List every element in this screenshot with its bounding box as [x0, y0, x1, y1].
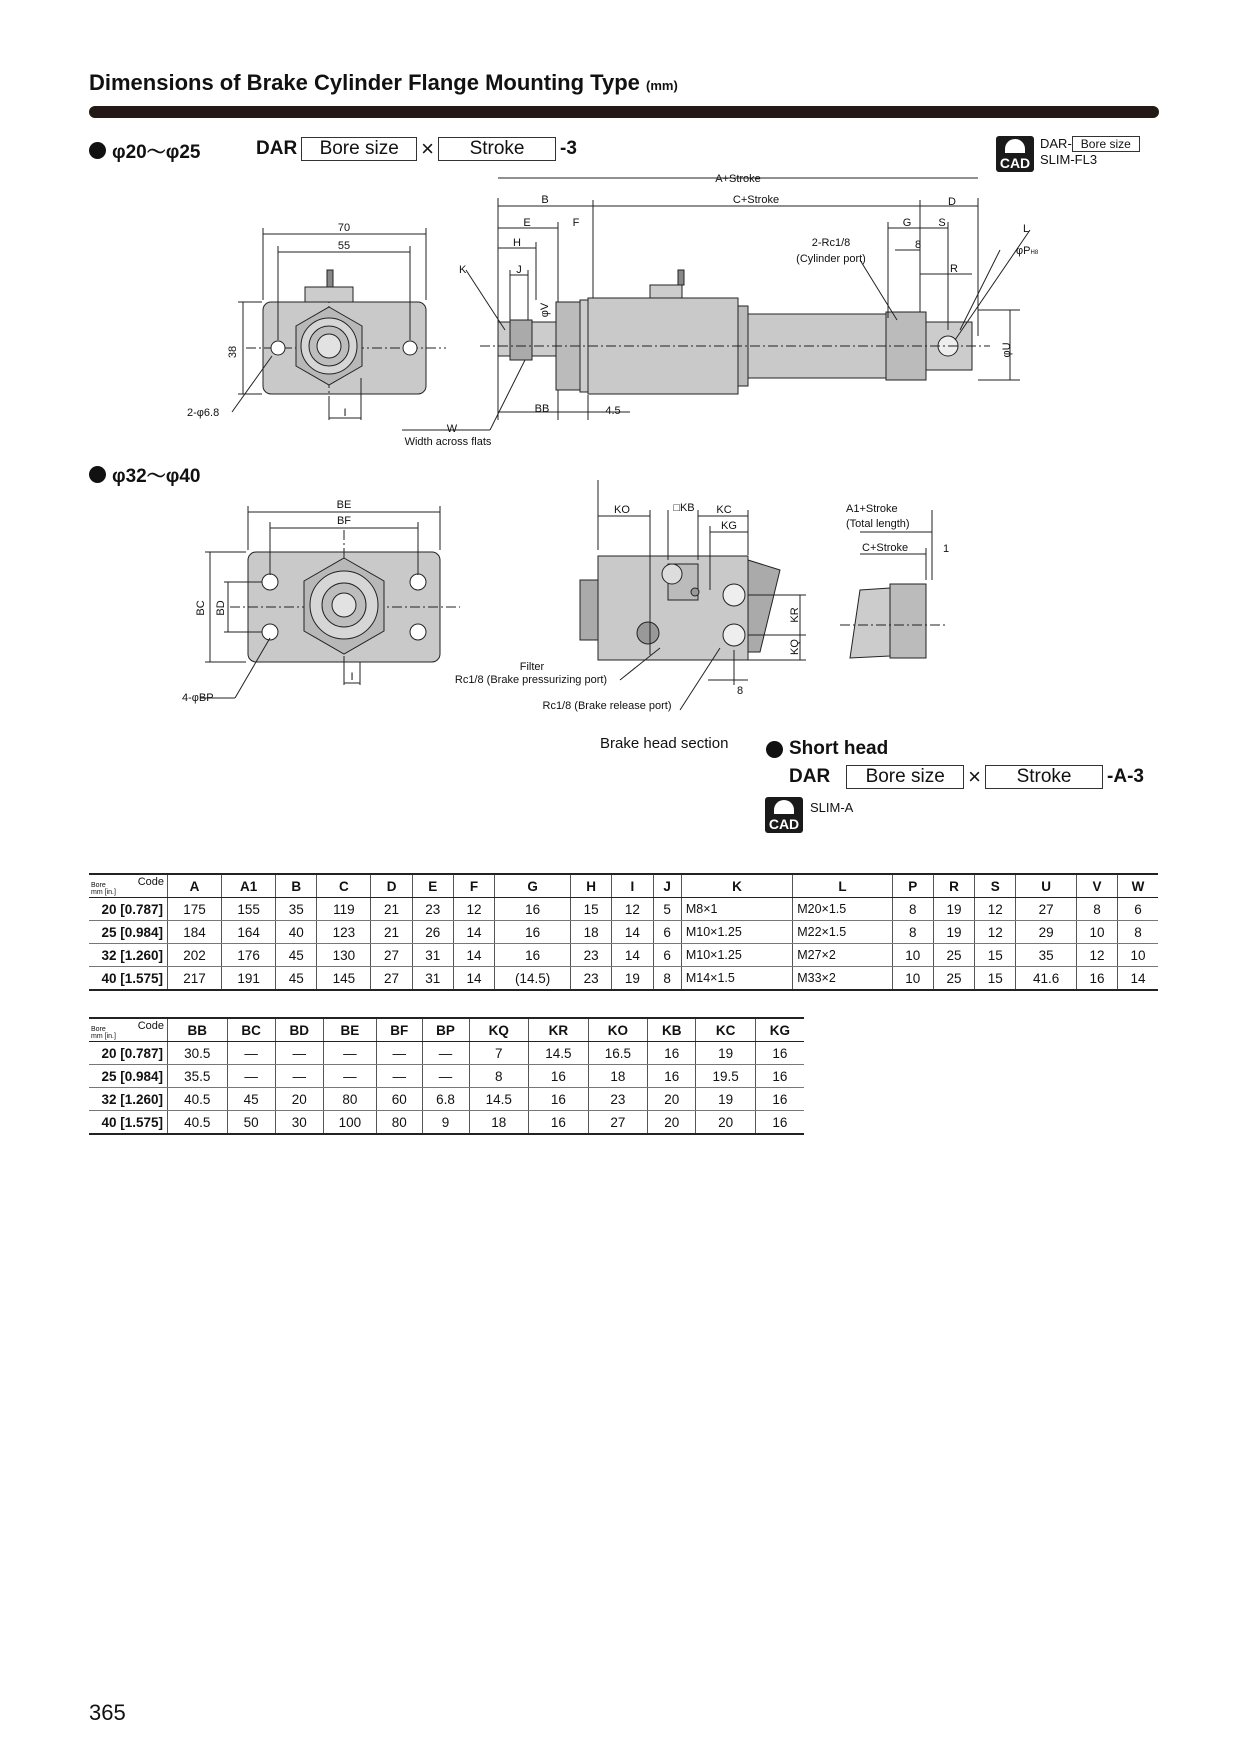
table-cell: 6 — [653, 944, 681, 967]
dim-70: 70 — [337, 222, 351, 234]
dim-s: S — [938, 217, 946, 229]
table-cell: M22×1.5 — [793, 921, 892, 944]
dim-1: 1 — [943, 543, 950, 555]
table-cell: 19 — [696, 1088, 756, 1111]
w-note: Width across flats — [404, 436, 492, 448]
table-cell: 45 — [276, 967, 317, 991]
table-cell: 14 — [612, 921, 653, 944]
table-cell: — — [422, 1065, 469, 1088]
table-cell: 12 — [975, 921, 1016, 944]
row-bore-label: 40 [1.575] — [89, 967, 168, 991]
column-header-a: A — [168, 874, 222, 898]
column-header-h: H — [571, 874, 612, 898]
column-header-be: BE — [323, 1018, 376, 1042]
brake-release-label: Rc1/8 (Brake release port) — [542, 700, 672, 712]
table-cell: 40.5 — [168, 1111, 228, 1135]
table-row — [89, 1065, 804, 1088]
table-row — [89, 921, 1158, 944]
table-row — [89, 967, 1158, 991]
dim-a1: A1+Stroke — [846, 503, 898, 515]
dim-i: I — [343, 407, 347, 419]
table-cell: 6.8 — [422, 1088, 469, 1111]
table-cell: 164 — [222, 921, 276, 944]
table-cell: 35 — [1016, 944, 1077, 967]
column-header-bc: BC — [227, 1018, 275, 1042]
dim-bc: BC — [195, 600, 207, 616]
table-cell: 12 — [453, 898, 494, 921]
table-cell: 30 — [275, 1111, 323, 1135]
table-cell: 16 — [755, 1042, 804, 1065]
column-header-kq: KQ — [469, 1018, 529, 1042]
table-cell: 40.5 — [168, 1088, 228, 1111]
dim-kr: KR — [789, 607, 801, 623]
table-cell: 155 — [222, 898, 276, 921]
table-cell: 15 — [975, 967, 1016, 991]
table-cell: 18 — [469, 1111, 529, 1135]
dimension-table-1 — [89, 873, 1158, 991]
table-cell: 80 — [377, 1111, 423, 1135]
table-cell: — — [227, 1065, 275, 1088]
column-header-k: K — [681, 874, 792, 898]
diagram-20-25 — [0, 0, 1240, 470]
table-corner: Code Bore mm [in.] — [89, 874, 168, 898]
dim-u: φU — [1001, 342, 1013, 358]
dim-b: B — [541, 194, 549, 206]
table-cell: 16 — [1076, 967, 1117, 991]
table-cell: 191 — [222, 967, 276, 991]
table-cell: M33×2 — [793, 967, 892, 991]
brake-press-label: Rc1/8 (Brake pressurizing port) — [454, 674, 608, 686]
table-cell: 27 — [1016, 898, 1077, 921]
column-header-v: V — [1076, 874, 1117, 898]
table-cell: 16 — [648, 1042, 696, 1065]
table-cell: 16 — [529, 1111, 589, 1135]
table-cell: 30.5 — [168, 1042, 228, 1065]
table-cell: — — [323, 1065, 376, 1088]
table-cell: 16 — [495, 944, 571, 967]
stroke-box-2: Stroke — [985, 765, 1103, 789]
table-cell: 10 — [892, 944, 933, 967]
column-header-p: P — [892, 874, 933, 898]
table-cell: 18 — [571, 921, 612, 944]
column-header-s: S — [975, 874, 1016, 898]
column-header-f: F — [453, 874, 494, 898]
table-cell: 21 — [371, 898, 412, 921]
cad-code-section1: DAR- Bore size SLIM-FL3 — [1040, 136, 1140, 168]
model-code-section1: DAR Bore size × Stroke -3 — [256, 136, 577, 161]
brake-head-caption: Brake head section — [600, 735, 729, 752]
table-cell: M10×1.25 — [681, 921, 792, 944]
page-number: 365 — [89, 1700, 126, 1725]
dim-8: 8 — [914, 239, 922, 251]
table-cell: 25 — [933, 944, 974, 967]
column-header-bf: BF — [377, 1018, 423, 1042]
table-cell: — — [275, 1065, 323, 1088]
dim-l: L — [1022, 223, 1030, 235]
table-row — [89, 944, 1158, 967]
table-cell: 45 — [276, 944, 317, 967]
table-cell: 16 — [755, 1111, 804, 1135]
table-cell: 176 — [222, 944, 276, 967]
table-cell: 14.5 — [469, 1088, 529, 1111]
column-header-b: B — [276, 874, 317, 898]
dim-55: 55 — [337, 240, 351, 252]
dim-g: G — [902, 217, 912, 229]
row-bore-label: 32 [1.260] — [89, 944, 168, 967]
table-cell: 45 — [227, 1088, 275, 1111]
dim-k: K — [459, 264, 467, 276]
table-cell: 8 — [653, 967, 681, 991]
table-cell: 8 — [1118, 921, 1158, 944]
table-cell: 10 — [892, 967, 933, 991]
table-cell: M27×2 — [793, 944, 892, 967]
table-cell: 10 — [1118, 944, 1158, 967]
table-cell: 7 — [469, 1042, 529, 1065]
dim-c-stroke-2: C+Stroke — [862, 542, 909, 554]
table-cell: 20 — [275, 1088, 323, 1111]
cad-icon[interactable]: CAD — [765, 797, 803, 833]
table-cell: — — [377, 1042, 423, 1065]
section-heading-32-40: φ32～φ40 — [89, 461, 200, 488]
table-cell: 20 — [696, 1111, 756, 1135]
column-header-bd: BD — [275, 1018, 323, 1042]
table-cell: 19 — [612, 967, 653, 991]
section-heading-20-25: φ20～φ25 — [89, 137, 200, 164]
table-cell: 14 — [612, 944, 653, 967]
dim-kc: KC — [716, 504, 732, 516]
dim-j: J — [516, 264, 522, 276]
row-bore-label: 20 [0.787] — [89, 898, 168, 921]
dim-hole: 2-φ6.8 — [187, 407, 220, 419]
table-cell: 6 — [653, 921, 681, 944]
table-cell: 60 — [377, 1088, 423, 1111]
table-cell: 6 — [1118, 898, 1158, 921]
table-cell: 16 — [648, 1065, 696, 1088]
dim-v: φV — [539, 302, 551, 318]
table-cell: 8 — [892, 921, 933, 944]
table-cell: — — [422, 1042, 469, 1065]
table-cell: 80 — [323, 1088, 376, 1111]
table-cell: 100 — [323, 1111, 376, 1135]
table-cell: 27 — [371, 967, 412, 991]
column-header-c: C — [317, 874, 371, 898]
table-cell: 184 — [168, 921, 222, 944]
table-cell: 8 — [469, 1065, 529, 1088]
table-cell: 29 — [1016, 921, 1077, 944]
port-label: 2-Rc1/8 — [811, 237, 851, 249]
row-bore-label: 25 [0.984] — [89, 1065, 168, 1088]
table-cell: 145 — [317, 967, 371, 991]
table-cell: 123 — [317, 921, 371, 944]
table-cell: 19.5 — [696, 1065, 756, 1088]
column-header-kg: KG — [755, 1018, 804, 1042]
table-cell: 50 — [227, 1111, 275, 1135]
table-cell: 21 — [371, 921, 412, 944]
table-cell: 27 — [588, 1111, 648, 1135]
table-cell: — — [275, 1042, 323, 1065]
dim-bd: BD — [215, 600, 227, 616]
table-cell: 40 — [276, 921, 317, 944]
table-cell: 5 — [653, 898, 681, 921]
diagram-32-40 — [0, 480, 1240, 760]
table-cell: 23 — [412, 898, 453, 921]
table-cell: 25 — [933, 967, 974, 991]
dim-4-5: 4.5 — [605, 405, 621, 417]
column-header-d: D — [371, 874, 412, 898]
column-header-e: E — [412, 874, 453, 898]
table-cell: 15 — [975, 944, 1016, 967]
table-cell: 15 — [571, 898, 612, 921]
table-cell: 23 — [571, 944, 612, 967]
dim-p: φPH8 — [1016, 245, 1039, 257]
table-cell: 14 — [453, 967, 494, 991]
table-cell: 16 — [495, 921, 571, 944]
bore-size-box-2: Bore size — [846, 765, 964, 789]
model-code-short-head: DAR Bore size × Stroke -A-3 — [789, 764, 1144, 789]
table-cell: 8 — [892, 898, 933, 921]
table-cell: 18 — [588, 1065, 648, 1088]
table-cell: 175 — [168, 898, 222, 921]
table-cell: — — [227, 1042, 275, 1065]
table-row — [89, 1088, 804, 1111]
dim-w: W — [446, 423, 458, 435]
title-unit: (mm) — [646, 78, 678, 93]
row-bore-label: 40 [1.575] — [89, 1111, 168, 1135]
table-cell: 20 — [648, 1088, 696, 1111]
column-header-kc: KC — [696, 1018, 756, 1042]
dim-bp: 4-φBP — [182, 692, 214, 704]
table-cell: M14×1.5 — [681, 967, 792, 991]
dim-d: D — [948, 196, 956, 208]
table-cell: 16 — [529, 1065, 589, 1088]
dim-bf: BF — [336, 515, 352, 527]
column-header-l: L — [793, 874, 892, 898]
dim-f: F — [572, 217, 580, 229]
table-cell: 14 — [1118, 967, 1158, 991]
column-header-bp: BP — [422, 1018, 469, 1042]
table-cell: 9 — [422, 1111, 469, 1135]
dim-i-2: I — [350, 671, 354, 683]
cad-badge-short-head[interactable] — [765, 797, 803, 838]
cad-code-short-head: SLIM-A — [810, 800, 854, 815]
column-header-kb: KB — [648, 1018, 696, 1042]
table-cell: 19 — [696, 1042, 756, 1065]
dimension-table-2 — [89, 1017, 804, 1135]
table-cell: M20×1.5 — [793, 898, 892, 921]
column-header-i: I — [612, 874, 653, 898]
table-cell: — — [323, 1042, 376, 1065]
table-cell: 16.5 — [588, 1042, 648, 1065]
table-row — [89, 1111, 804, 1135]
table-cell: 12 — [1076, 944, 1117, 967]
column-header-j: J — [653, 874, 681, 898]
table-cell: 19 — [933, 898, 974, 921]
dim-e: E — [523, 217, 531, 229]
table-cell: 12 — [975, 898, 1016, 921]
dim-kb: □KB — [673, 502, 695, 514]
table-row — [89, 898, 1158, 921]
column-header-g: G — [495, 874, 571, 898]
table-cell: 31 — [412, 967, 453, 991]
column-header-bb: BB — [168, 1018, 228, 1042]
short-head-heading: Short head — [766, 738, 888, 760]
table-cell: 119 — [317, 898, 371, 921]
cad-icon[interactable]: CAD — [996, 136, 1034, 172]
dim-ko: KO — [614, 504, 630, 516]
dim-kq: KQ — [789, 639, 801, 655]
table-cell: 10 — [1076, 921, 1117, 944]
table-cell: 130 — [317, 944, 371, 967]
stroke-box: Stroke — [438, 137, 556, 161]
filter-label: Filter — [519, 661, 545, 673]
table-cell: 35 — [276, 898, 317, 921]
table-cell: 12 — [612, 898, 653, 921]
dim-a-stroke: A+Stroke — [715, 173, 761, 185]
table-cell: 14 — [453, 944, 494, 967]
table-cell: 35.5 — [168, 1065, 228, 1088]
table-cell: 16 — [529, 1088, 589, 1111]
table-row — [89, 1042, 804, 1065]
table-cell: 27 — [371, 944, 412, 967]
table-cell: (14.5) — [495, 967, 571, 991]
column-header-ko: KO — [588, 1018, 648, 1042]
dim-8-2: 8 — [736, 685, 744, 697]
dim-r: R — [950, 263, 958, 275]
table-cell: 217 — [168, 967, 222, 991]
table-cell: 8 — [1076, 898, 1117, 921]
bore-size-box: Bore size — [301, 137, 417, 161]
table-cell: 23 — [588, 1088, 648, 1111]
table-cell: 16 — [755, 1065, 804, 1088]
table-cell: 14.5 — [529, 1042, 589, 1065]
row-bore-label: 32 [1.260] — [89, 1088, 168, 1111]
table-cell: M10×1.25 — [681, 944, 792, 967]
row-bore-label: 25 [0.984] — [89, 921, 168, 944]
cad-code-box: Bore size — [1072, 136, 1140, 152]
table-cell: 41.6 — [1016, 967, 1077, 991]
column-header-a1: A1 — [222, 874, 276, 898]
dim-bb: BB — [534, 403, 550, 415]
dim-be: BE — [336, 499, 352, 511]
table-cell: 26 — [412, 921, 453, 944]
dim-kg: KG — [721, 520, 737, 532]
dim-c-stroke: C+Stroke — [732, 194, 780, 206]
table-cell: 31 — [412, 944, 453, 967]
table-cell: 23 — [571, 967, 612, 991]
table-cell: 19 — [933, 921, 974, 944]
table-corner: Code Bore mm [in.] — [89, 1018, 168, 1042]
table-cell: 202 — [168, 944, 222, 967]
bullet-icon — [766, 741, 783, 758]
page-title: Dimensions of Brake Cylinder Flange Mounting Type (mm) — [89, 70, 678, 95]
table-cell: 20 — [648, 1111, 696, 1135]
dim-total: (Total length) — [846, 518, 910, 530]
dim-38: 38 — [227, 345, 239, 359]
column-header-w: W — [1118, 874, 1158, 898]
row-bore-label: 20 [0.787] — [89, 1042, 168, 1065]
table-cell: — — [377, 1065, 423, 1088]
column-header-r: R — [933, 874, 974, 898]
table-cell: 16 — [755, 1088, 804, 1111]
table-cell: 16 — [495, 898, 571, 921]
table-cell: M8×1 — [681, 898, 792, 921]
column-header-u: U — [1016, 874, 1077, 898]
port-note: (Cylinder port) — [796, 253, 866, 265]
dim-h: H — [513, 237, 521, 249]
column-header-kr: KR — [529, 1018, 589, 1042]
table-cell: 14 — [453, 921, 494, 944]
